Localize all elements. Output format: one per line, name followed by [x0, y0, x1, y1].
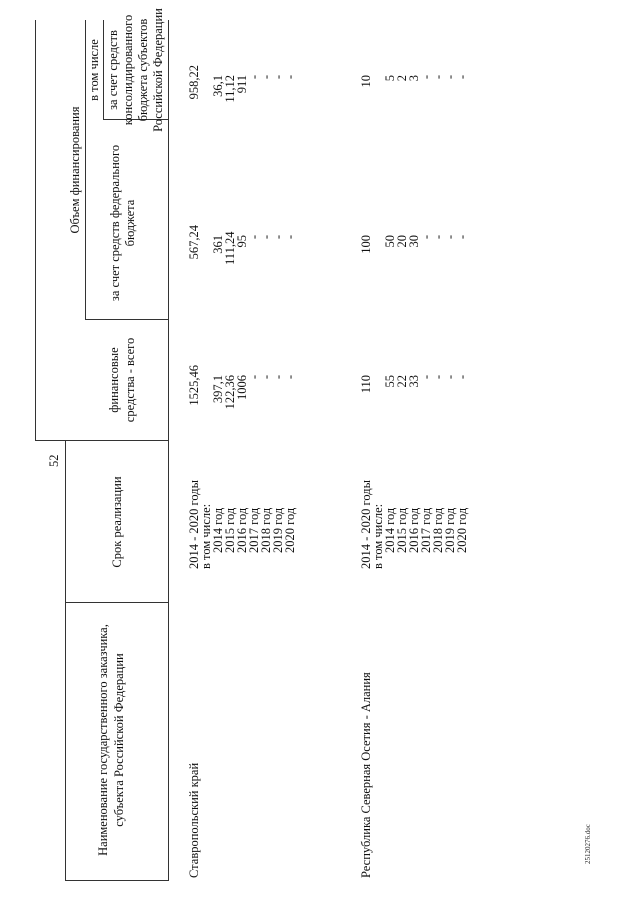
including-label: в том числе:: [371, 503, 385, 569]
year-total: -: [247, 375, 261, 380]
year-total: -: [431, 375, 445, 380]
vertical-rule-4: [85, 319, 168, 320]
header-total: финансовые средства - всего: [107, 337, 137, 423]
year-total: -: [455, 375, 469, 380]
year-federal: 95: [235, 235, 249, 248]
year-label: 2018 год: [259, 507, 273, 553]
year-total: -: [259, 375, 273, 380]
year-label: 2015 год: [223, 507, 237, 553]
year-regional: -: [443, 75, 457, 80]
year-total: 22: [395, 375, 409, 388]
year-regional: -: [259, 75, 273, 80]
federal-value: 567,24: [187, 225, 201, 260]
year-federal: 20: [395, 235, 409, 248]
year-total: 397,1: [211, 375, 225, 404]
region-name: Республика Северная Осетия - Алания: [359, 672, 373, 878]
including-label: в том числе:: [199, 503, 213, 569]
year-regional: -: [419, 75, 433, 80]
year-regional: 11,12: [223, 75, 237, 103]
year-label: 2019 год: [443, 507, 457, 553]
year-label: 2018 год: [431, 507, 445, 553]
year-federal: -: [271, 235, 285, 240]
year-federal: -: [443, 235, 457, 240]
year-federal: -: [247, 235, 261, 240]
year-label: 2014 год: [211, 507, 225, 553]
total-value: 1525,46: [187, 365, 201, 406]
year-label: 2019 год: [271, 507, 285, 553]
header-regional: за счет средств консолидированного бюджета субъектов Российской Федерации: [106, 8, 165, 132]
year-regional: -: [283, 75, 297, 80]
header-top-rule-left: [65, 441, 66, 881]
vertical-rule-3: [35, 440, 168, 441]
regional-value: 958,22: [187, 65, 201, 100]
year-label: 2015 год: [395, 507, 409, 553]
year-federal: -: [455, 235, 469, 240]
header-including: в том числе: [87, 39, 101, 101]
year-label: 2016 год: [407, 507, 421, 553]
year-regional: -: [455, 75, 469, 80]
year-total: -: [419, 375, 433, 380]
year-total: -: [283, 375, 297, 380]
regional-value: 10: [359, 75, 373, 88]
year-federal: 111,24: [223, 231, 237, 265]
vertical-rule-2: [65, 602, 168, 603]
year-regional: -: [431, 75, 445, 80]
year-total: -: [443, 375, 457, 380]
year-label: 2016 год: [235, 507, 249, 553]
year-federal: 30: [407, 235, 421, 248]
year-total: 33: [407, 375, 421, 388]
vertical-rule-1: [65, 880, 168, 881]
year-label: 2017 год: [247, 507, 261, 553]
financing-subheader-rule: [85, 20, 86, 320]
federal-value: 100: [359, 235, 373, 254]
page-number: 52: [47, 454, 61, 467]
header-name: Наименование государственного заказчика, субъекта Российской Федерации: [96, 624, 126, 856]
year-label: 2017 год: [419, 507, 433, 553]
header-term: Срок реализации: [110, 476, 124, 568]
header-bottom-rule: [168, 20, 169, 881]
year-total: 55: [383, 375, 397, 388]
year-regional: -: [247, 75, 261, 80]
year-label: 2020 год: [455, 507, 469, 553]
total-value: 110: [359, 375, 373, 394]
year-regional: 911: [235, 75, 249, 94]
year-federal: -: [419, 235, 433, 240]
year-total: 122,36: [223, 375, 237, 410]
year-federal: -: [283, 235, 297, 240]
year-federal: -: [259, 235, 273, 240]
including-subheader-rule: [103, 20, 104, 120]
period-label: 2014 - 2020 годы: [187, 479, 201, 569]
year-label: 2020 год: [283, 507, 297, 553]
year-regional: 2: [395, 75, 409, 82]
period-label: 2014 - 2020 годы: [359, 479, 373, 569]
header-federal: за счет средств федерального бюджета: [108, 144, 137, 302]
year-label: 2014 год: [383, 507, 397, 553]
year-federal: -: [431, 235, 445, 240]
footer-doc-code: 25120276.doc: [584, 824, 592, 864]
region-name: Ставропольский край: [187, 762, 201, 878]
year-federal: 50: [383, 235, 397, 248]
year-regional: 3: [407, 75, 421, 82]
year-regional: 36,1: [211, 75, 225, 97]
year-regional: -: [271, 75, 285, 80]
year-federal: 361: [211, 235, 225, 254]
year-regional: 5: [383, 75, 397, 82]
header-financing: Объем финансирования: [68, 106, 82, 234]
year-total: -: [271, 375, 285, 380]
header-top-rule-right: [35, 20, 36, 441]
year-total: 1006: [235, 375, 249, 400]
